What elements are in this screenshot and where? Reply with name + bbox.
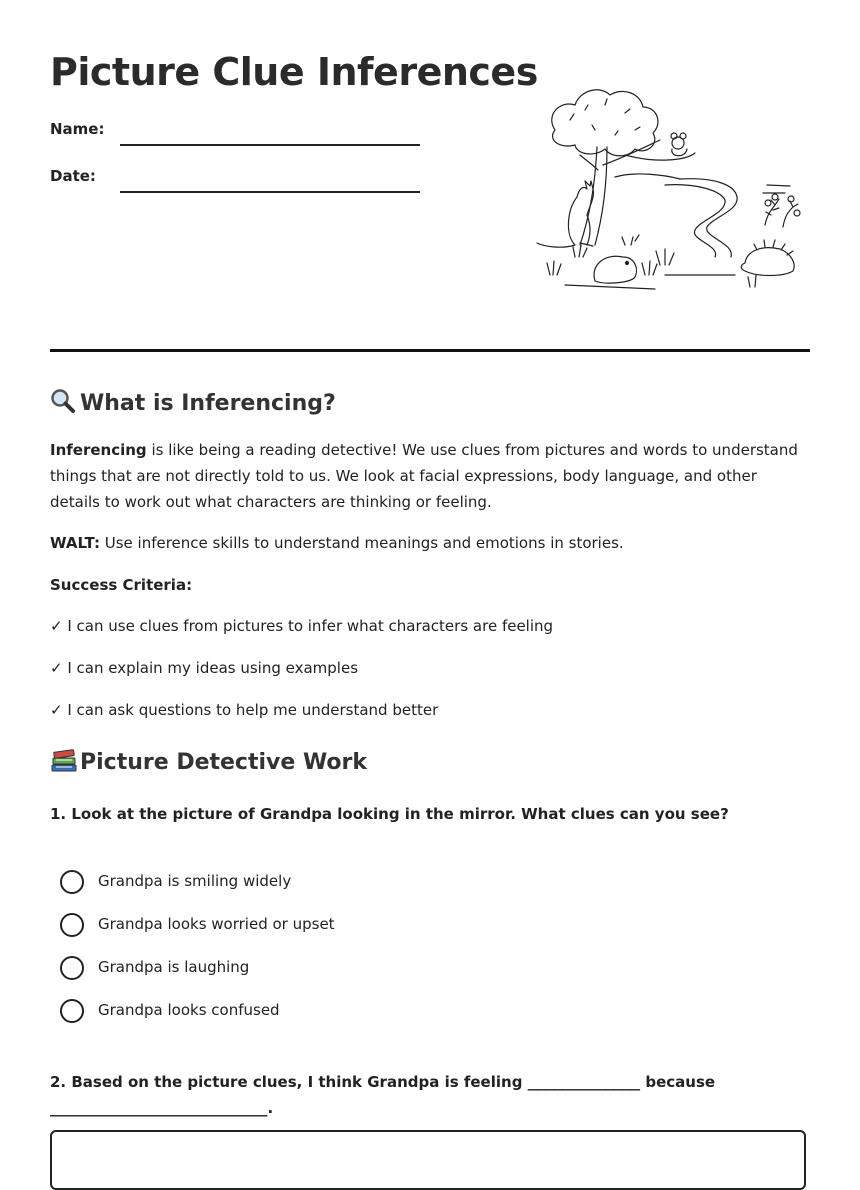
intro-text: is like being a reading detective! We use clues from pictures and words to understand things that are not directly told to us. We look at facial expressions, body language, and other details to work out what characters are thinking or feeling.	[50, 441, 798, 511]
answer-box[interactable]	[50, 1130, 806, 1190]
radio-button[interactable]	[60, 999, 84, 1023]
australian-bush-illustration	[535, 85, 805, 295]
option-label: Grandpa looks worried or upset	[98, 915, 335, 933]
header-divider	[50, 349, 810, 352]
question-2: 2. Based on the picture clues, I think Grandpa is feeling _______________ because _____________________________.	[50, 1073, 716, 1117]
section-heading-detective-work	[50, 747, 367, 779]
option-label: Grandpa looks confused	[98, 1001, 280, 1019]
walt-text: Use inference skills to understand meanings and emotions in stories.	[99, 534, 624, 552]
option-label: Grandpa is smiling widely	[98, 872, 292, 890]
section-heading-inferencing	[50, 388, 336, 420]
radio-button[interactable]	[60, 956, 84, 980]
criteria-item: ✓ I can use clues from pictures to infer what characters are feeling	[50, 617, 554, 635]
radio-button[interactable]	[60, 870, 84, 894]
date-field[interactable]	[50, 167, 420, 195]
section-heading-text: Picture Detective Work	[80, 750, 368, 775]
name-line[interactable]	[120, 144, 420, 146]
name-field[interactable]	[50, 120, 420, 148]
criteria-item: ✓ I can ask questions to help me understand better	[50, 701, 439, 719]
books-icon	[50, 747, 80, 779]
magnifying-glass-icon	[50, 388, 80, 420]
criteria-item: ✓ I can explain my ideas using examples	[50, 659, 359, 677]
success-criteria-heading: Success Criteria:	[50, 576, 193, 594]
walt-paragraph	[50, 530, 810, 556]
date-label: Date:	[50, 167, 96, 185]
option-label: Grandpa is laughing	[98, 958, 250, 976]
walt-label: WALT:	[50, 534, 100, 552]
inferencing-term: Inferencing	[50, 441, 147, 459]
question-1: 1. Look at the picture of Grandpa looking in the mirror. What clues can you see?	[50, 805, 729, 823]
date-line[interactable]	[120, 191, 420, 193]
section-heading-text: What is Inferencing?	[80, 391, 336, 416]
radio-button[interactable]	[60, 913, 84, 937]
page-title: Picture Clue Inferences	[50, 50, 538, 94]
intro-paragraph	[50, 437, 810, 515]
name-label: Name:	[50, 120, 105, 138]
